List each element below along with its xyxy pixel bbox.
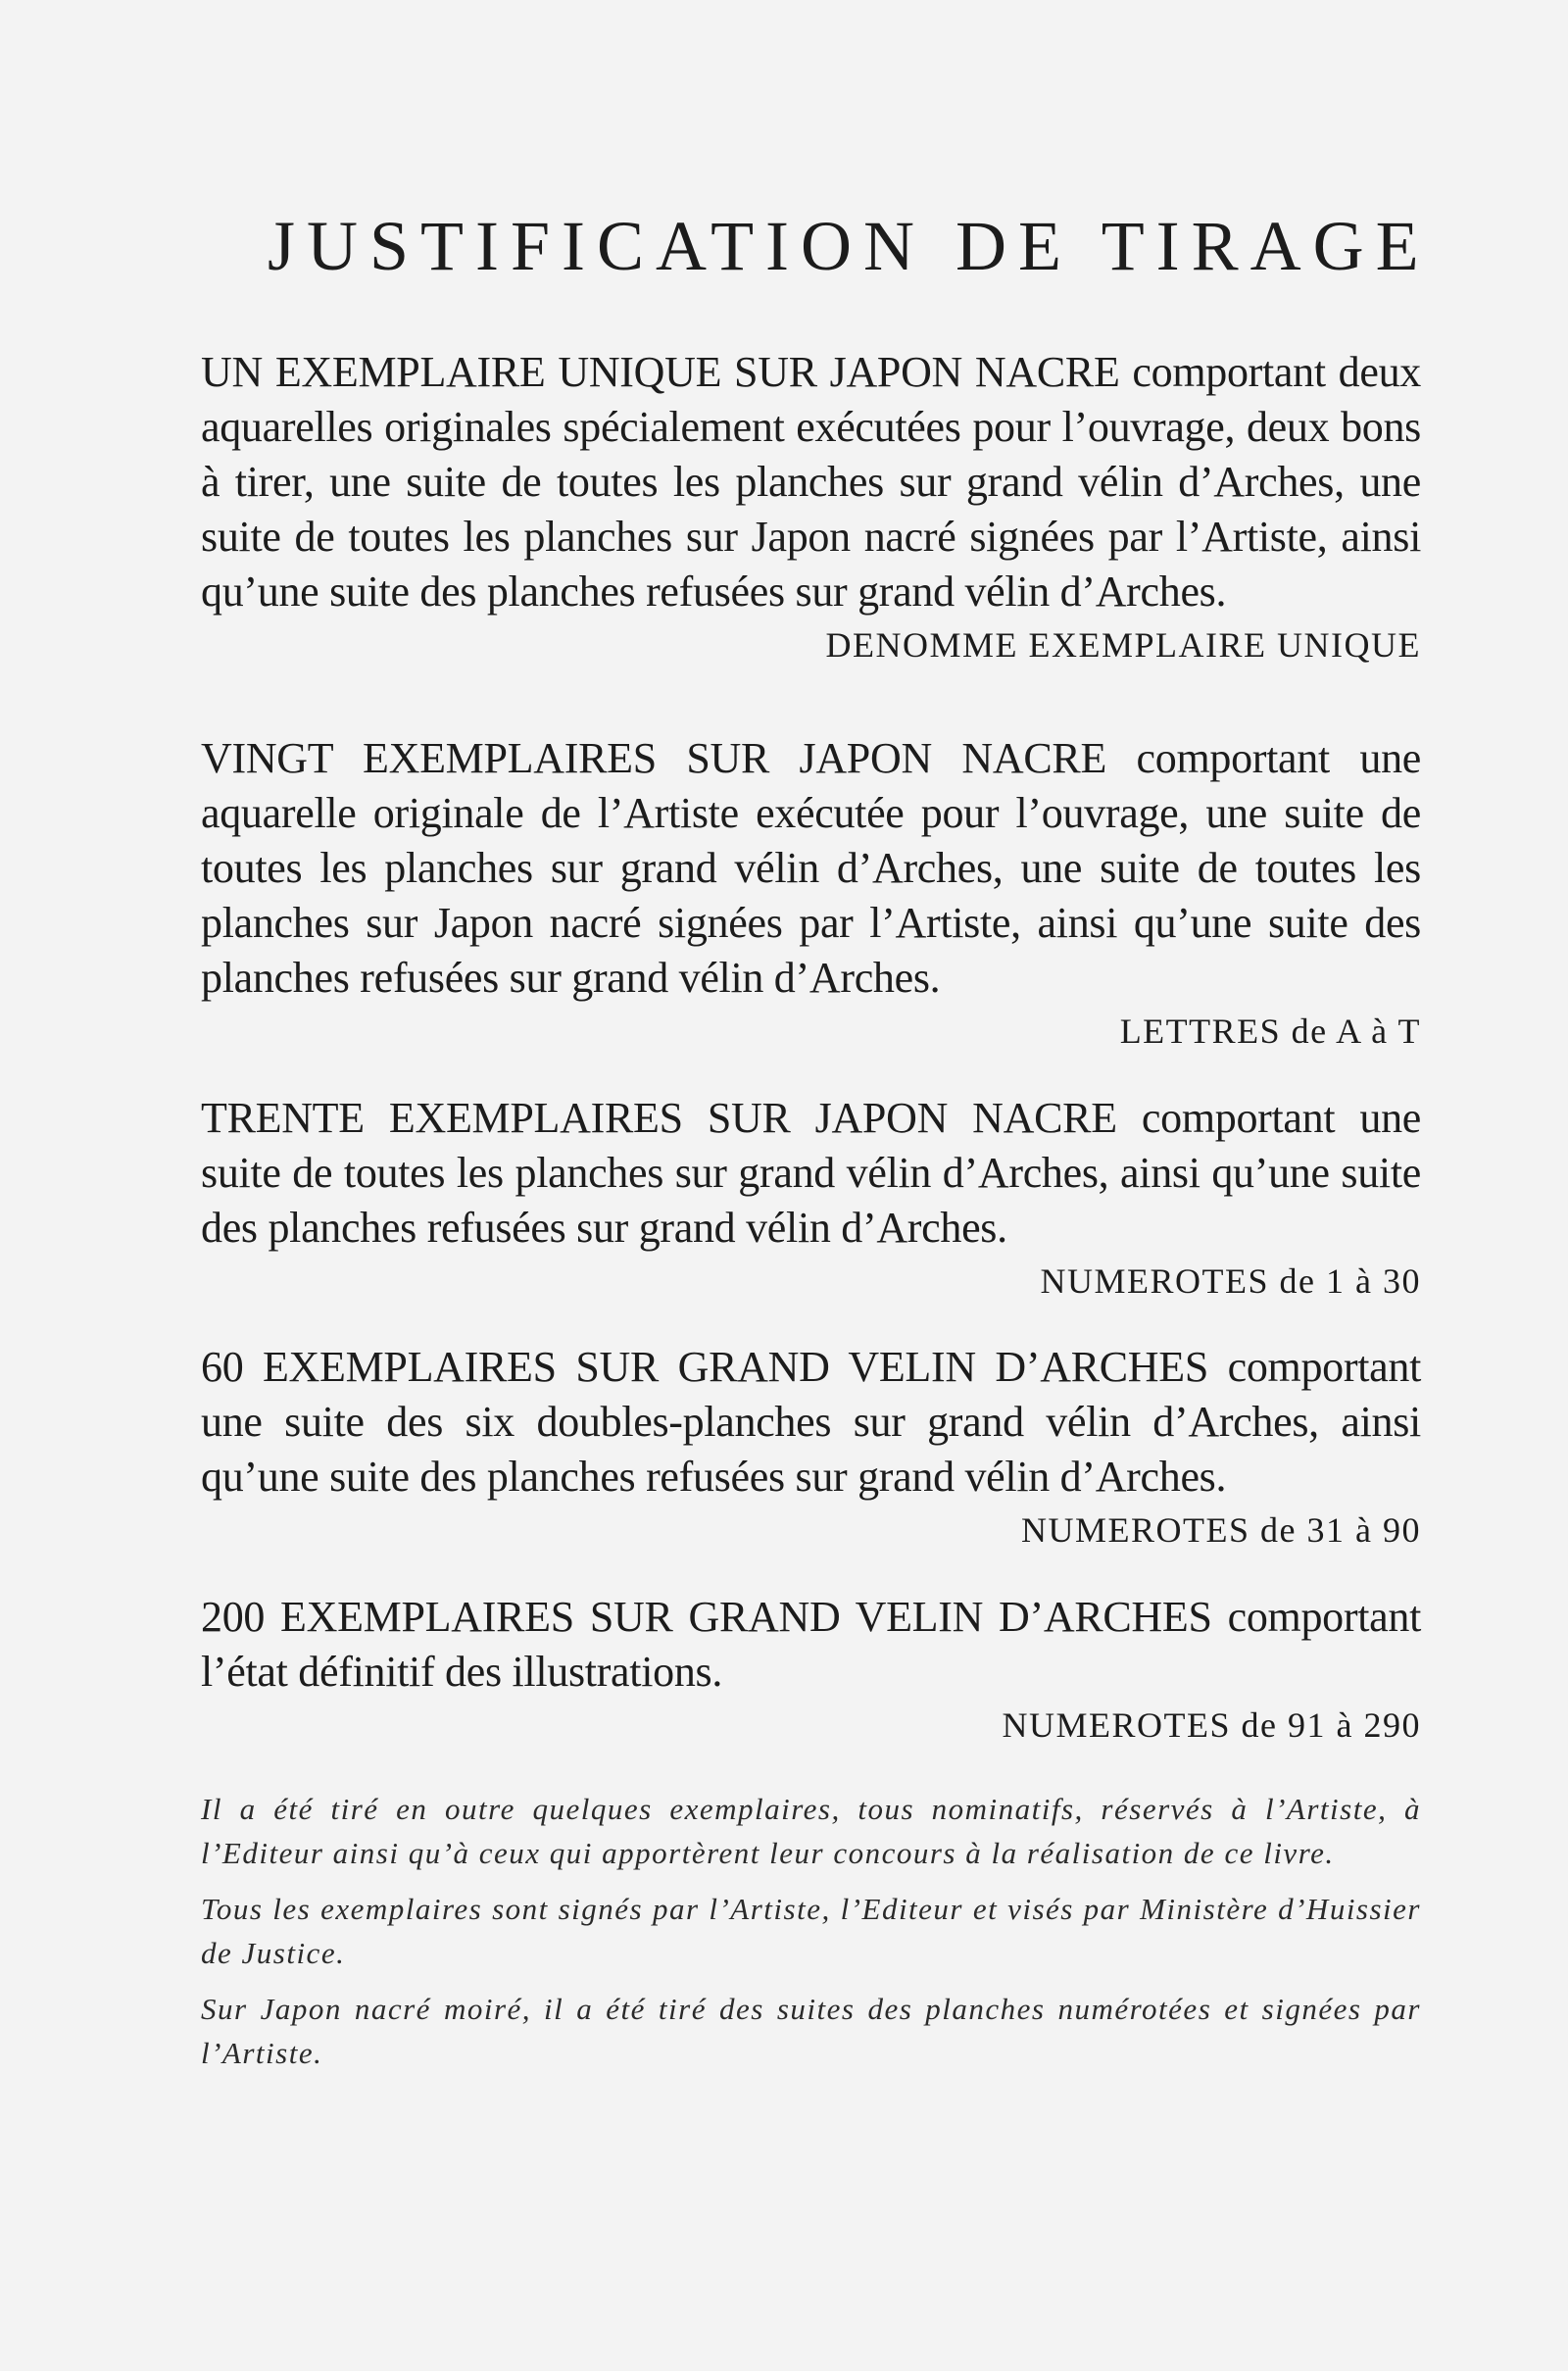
entry-heading: UN EXEMPLAIRE UNIQUE SUR JAPON NACRE <box>201 348 1120 396</box>
entry-body: comportant une suite de toutes les planches sur grand vélin d’Arches, ainsi qu’une suite des planches refusées sur grand vélin d’Arches. <box>201 1094 1422 1252</box>
entry-description <box>201 1091 1421 1256</box>
entry-description <box>201 1590 1421 1700</box>
entry-body: comportant l’état définitif des illustrations. <box>201 1593 1421 1696</box>
entry-heading: 200 EXEMPLAIRES SUR GRAND VELIN D’ARCHES <box>201 1593 1212 1641</box>
entry-body: comportant une suite des six doubles-planches sur grand vélin d’Arches, ainsi qu’une suite des planches refusées sur grand vélin d’Arches. <box>201 1343 1421 1501</box>
entry-heading: VINGT EXEMPLAIRES SUR JAPON NACRE <box>201 734 1107 782</box>
entry-description <box>201 1340 1421 1505</box>
edition-entry-vingt <box>201 731 1421 1053</box>
entry-heading: TRENTE EXEMPLAIRES SUR JAPON NACRE <box>201 1094 1117 1142</box>
entry-numbering-label: LETTRES de A à T <box>1119 1012 1421 1051</box>
entry-heading: 60 EXEMPLAIRES SUR GRAND VELIN D’ARCHES <box>201 1343 1209 1391</box>
colophon-notes <box>201 1787 1421 2087</box>
entry-description <box>201 731 1421 1006</box>
entry-body: comportant deux aquarelles originales spécialement exécutées pour l’ouvrage, deux bons à tirer, une suite de toutes les planches sur grand vélin d’Arches, une suite de toutes les planches sur Japon nacré signées par l’Artiste, ainsi qu’une suite des planches refusées sur grand vélin d’Arches. <box>201 348 1421 616</box>
edition-entry-200 <box>201 1590 1421 1747</box>
edition-entry-trente <box>201 1091 1421 1303</box>
edition-entry-unique <box>201 345 1421 667</box>
entry-numbering-label: DENOMME EXEMPLAIRE UNIQUE <box>825 625 1421 665</box>
entry-numbering-label: NUMEROTES de 31 à 90 <box>1021 1510 1421 1550</box>
edition-entry-60 <box>201 1340 1421 1552</box>
note-signatures: Tous les exemplaires sont signés par l’Artiste, l’Editeur et visés par Ministère d’Huissier de Justice. <box>201 1892 1421 1970</box>
page-title: JUSTIFICATION DE TIRAGE <box>268 207 1431 285</box>
entry-description <box>201 345 1421 619</box>
entry-numbering-label: NUMEROTES de 1 à 30 <box>1040 1261 1421 1301</box>
note-japon-moire: Sur Japon nacré moiré, il a été tiré des suites des planches numérotées et signées par l’Artiste. <box>201 1992 1421 2070</box>
entry-body: comportant une aquarelle originale de l’Artiste exécutée pour l’ouvrage, une suite de toutes les planches sur grand vélin d’Arches, une suite de toutes les planches sur Japon nacré signées par l’Artiste, ainsi qu’une suite des planches refusées sur grand vélin d’Arches. <box>201 734 1422 1002</box>
entry-numbering-label: NUMEROTES de 91 à 290 <box>1002 1705 1421 1745</box>
note-additional-copies: Il a été tiré en outre quelques exemplaires, tous nominatifs, réservés à l’Artiste, à l’Editeur ainsi qu’à ceux qui apportèrent leur concours à la réalisation de ce livre. <box>201 1792 1421 1870</box>
